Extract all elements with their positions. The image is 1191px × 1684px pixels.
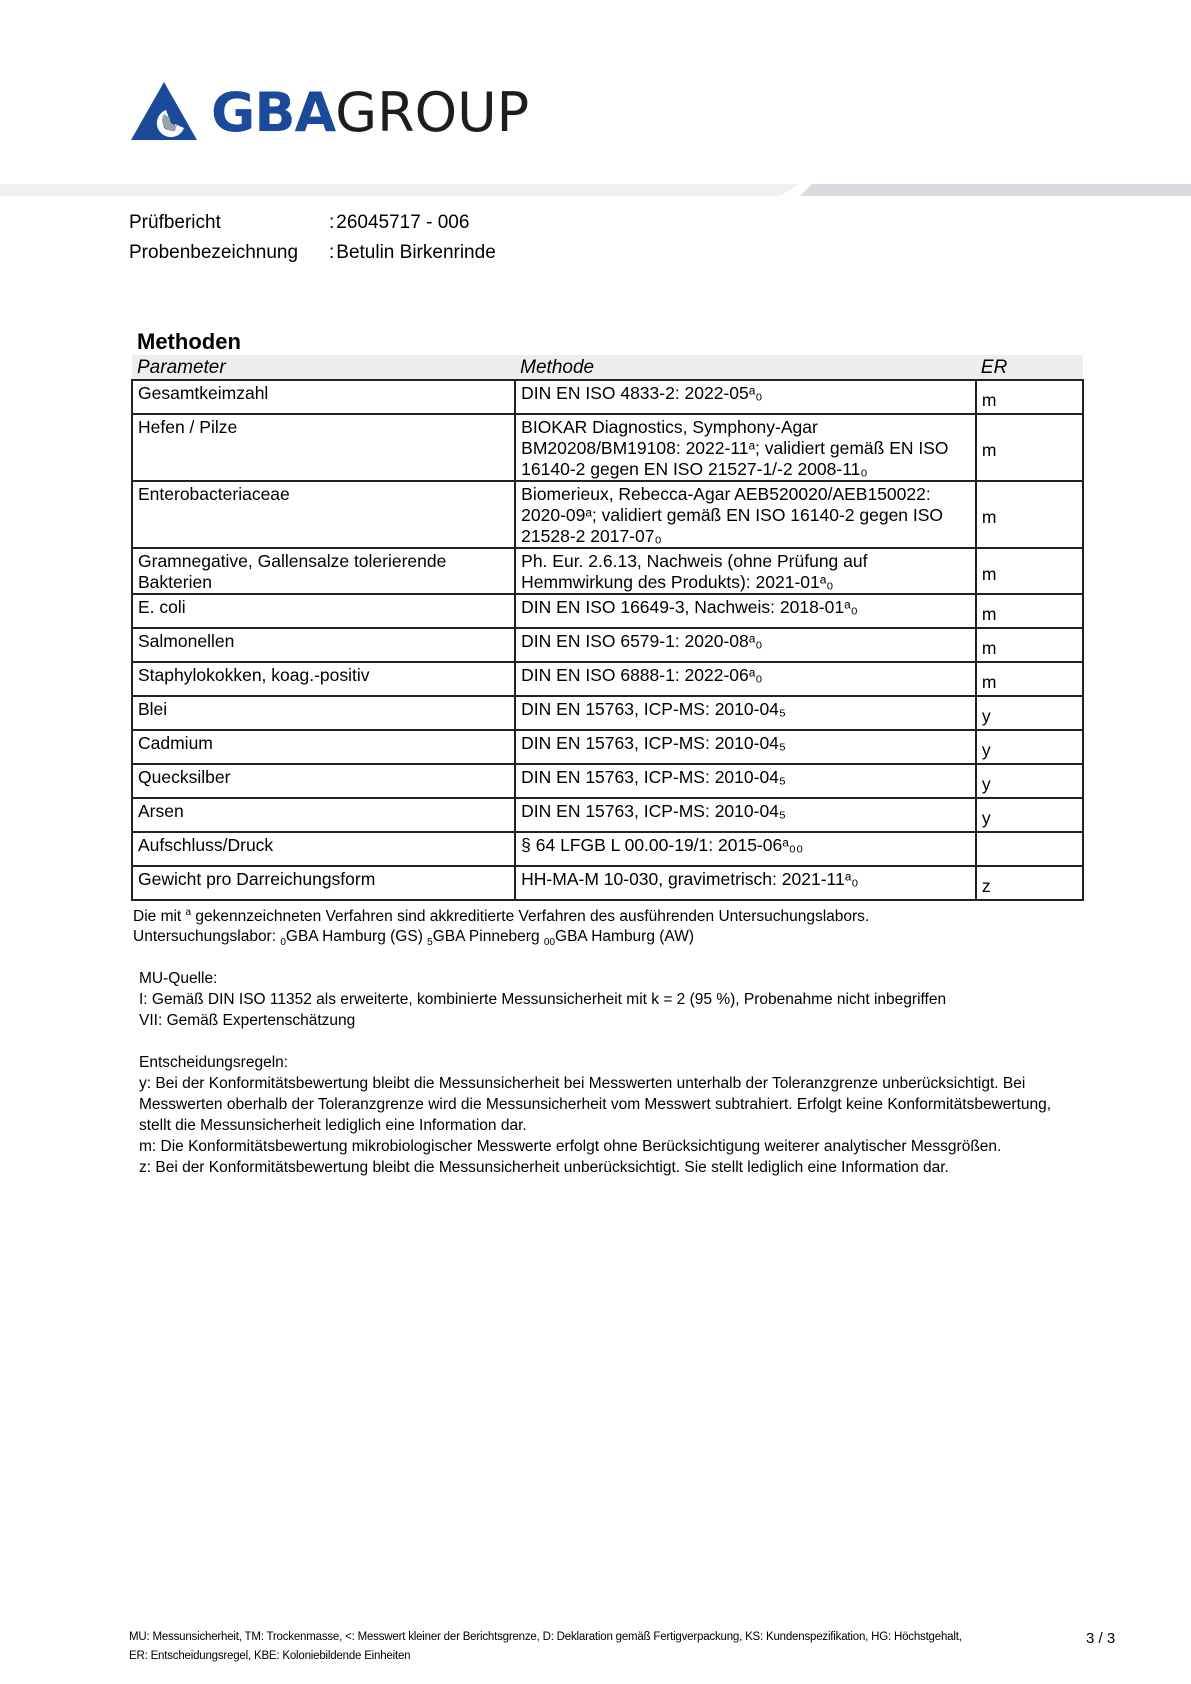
cell-er: m — [976, 594, 1083, 628]
cell-method: DIN EN 15763, ICP-MS: 2010-04₅ — [515, 696, 976, 730]
cell-er: m — [976, 380, 1083, 414]
table-row — [132, 696, 1083, 730]
cell-method: Biomerieux, Rebecca-Agar AEB520020/AEB150022: 2020-09ᵃ; validiert gemäß EN ISO 16140-2 gegen ISO 21528-2 2017-07₀ — [515, 481, 976, 548]
rules-title: Entscheidungsregeln: — [139, 1054, 289, 1071]
cell-method: § 64 LFGB L 00.00-19/1: 2015-06ᵃ₀₀ — [515, 832, 976, 866]
cell-er: m — [976, 548, 1083, 594]
cell-er: y — [976, 764, 1083, 798]
cell-er: m — [976, 414, 1083, 481]
cell-method: DIN EN ISO 16649-3, Nachweis: 2018-01ᵃ₀ — [515, 594, 976, 628]
report-meta: Prüfbericht : 26045717 - 006 Probenbezeichnung : Betulin Birkenrinde — [129, 208, 496, 268]
table-row — [132, 730, 1083, 764]
cell-parameter: Quecksilber — [132, 764, 515, 798]
mu-line-1: I: Gemäß DIN ISO 11352 als erweiterte, kombinierte Messunsicherheit mit k = 2 (95 %), Probenahme nicht inbegriffen — [139, 991, 947, 1008]
cell-method: DIN EN 15763, ICP-MS: 2010-04₅ — [515, 798, 976, 832]
cell-parameter: Staphylokokken, koag.-positiv — [132, 662, 515, 696]
cell-parameter: Hefen / Pilze — [132, 414, 515, 481]
cell-er: m — [976, 662, 1083, 696]
table-row — [132, 798, 1083, 832]
cell-parameter: Salmonellen — [132, 628, 515, 662]
report-number: 26045717 - 006 — [336, 212, 470, 233]
header-method: Methode — [515, 355, 976, 380]
decision-rules — [139, 1052, 1079, 1178]
footer-line-2: ER: Entscheidungsregel, KBE: Koloniebildende Einheiten — [129, 1650, 411, 1662]
page-number: 3 / 3 — [1086, 1630, 1116, 1647]
brand-wordmark — [211, 81, 530, 144]
mu-source — [139, 968, 946, 1031]
cell-method: DIN EN ISO 6579-1: 2020-08ᵃ₀ — [515, 628, 976, 662]
cell-parameter: Gramnegative, Gallensalze tolerierende Bakterien — [132, 548, 515, 594]
rule-m: m: Die Konformitätsbewertung mikrobiologischer Messwerte erfolgt ohne Berücksichtigung weiterer analytischer Messgrößen. — [139, 1138, 1002, 1155]
cell-method: BIOKAR Diagnostics, Symphony-Agar BM20208/BM19108: 2022-11ᵃ; validiert gemäß EN ISO 16140-2 gegen EN ISO 21527-1/-2 2008-11₀ — [515, 414, 976, 481]
sample-name: Betulin Birkenrinde — [336, 242, 496, 263]
labs-label: Untersuchungslabor: — [133, 928, 281, 946]
company-logo — [131, 76, 530, 144]
cell-parameter: Gewicht pro Darreichungsform — [132, 866, 515, 900]
report-label: Prüfbericht — [129, 212, 221, 233]
table-row — [132, 832, 1083, 866]
header-er: ER — [976, 355, 1083, 380]
cell-parameter: E. coli — [132, 594, 515, 628]
table-row — [132, 481, 1083, 548]
cell-method: DIN EN ISO 4833-2: 2022-05ᵃ₀ — [515, 380, 976, 414]
gba-logo-icon — [131, 82, 197, 140]
cell-method: HH-MA-M 10-030, gravimetrisch: 2021-11ᵃ₀ — [515, 866, 976, 900]
sample-label: Probenbezeichnung — [129, 242, 299, 263]
lab-2: GBA Pinneberg — [432, 928, 544, 946]
cell-parameter: Enterobacteriaceae — [132, 481, 515, 548]
rule-y: y: Bei der Konformitätsbewertung bleibt die Messunsicherheit bei Messwerten unterhalb der Toleranzgrenze unberücksichtigt. Bei Messwerten oberhalb der Toleranzgrenze wird die Messunsicherheit vom Messwert subtrahiert. Erfolgt keine Konformitätsbewertung, stellt die Messunsicherheit lediglich eine Information dar. — [139, 1075, 1052, 1134]
table-row — [132, 662, 1083, 696]
brand-light: GROUP — [335, 81, 530, 144]
accreditation-notes: Die mit $^a$ gekennzeichneten Verfahren sind akkreditierte Verfahren des ausführenden Untersuchungslabors. Untersuchungslabor: $_0$GBA Hamburg (GS) $_5$GBA Pinneberg $_{00}$GBA Hamburg (AW) — [133, 907, 870, 949]
table-row — [132, 548, 1083, 594]
table-header — [132, 355, 1083, 380]
cell-er: z — [976, 866, 1083, 900]
lab-1: GBA Hamburg (GS) — [285, 928, 428, 946]
table-row — [132, 764, 1083, 798]
table-row — [132, 380, 1083, 414]
table-row — [132, 594, 1083, 628]
cell-er: m — [976, 481, 1083, 548]
header-parameter: Parameter — [132, 355, 515, 380]
cell-method: Ph. Eur. 2.6.13, Nachweis (ohne Prüfung auf Hemmwirkung des Produkts): 2021-01ᵃ₀ — [515, 548, 976, 594]
methods-title: Methoden — [137, 329, 241, 354]
cell-parameter: Blei — [132, 696, 515, 730]
cell-er — [976, 832, 1083, 866]
cell-parameter: Aufschluss/Druck — [132, 832, 515, 866]
methods-table — [131, 355, 1084, 901]
mu-line-2: VII: Gemäß Expertenschätzung — [139, 1012, 356, 1029]
cell-er: y — [976, 696, 1083, 730]
cell-er: m — [976, 628, 1083, 662]
mu-title: MU-Quelle: — [139, 970, 218, 987]
table-row — [132, 628, 1083, 662]
cell-er: y — [976, 798, 1083, 832]
cell-er: y — [976, 730, 1083, 764]
cell-method: DIN EN ISO 6888-1: 2022-06ᵃ₀ — [515, 662, 976, 696]
footer-line-1: MU: Messunsicherheit, TM: Trockenmasse, <: Messwert kleiner der Berichtsgrenze, D: Deklaration gemäß Fertigverpackung, KS: Kundenspezifikation, HG: Höchstgehalt, — [129, 1631, 962, 1643]
header-band — [0, 184, 1191, 196]
rule-z: z: Bei der Konformitätsbewertung bleibt die Messunsicherheit unberücksichtigt. Sie stellt lediglich eine Information dar. — [139, 1159, 949, 1176]
cell-method: DIN EN 15763, ICP-MS: 2010-04₅ — [515, 730, 976, 764]
table-row — [132, 866, 1083, 900]
cell-parameter: Arsen — [132, 798, 515, 832]
cell-parameter: Gesamtkeimzahl — [132, 380, 515, 414]
lab-3: GBA Hamburg (AW) — [555, 928, 694, 946]
cell-parameter: Cadmium — [132, 730, 515, 764]
cell-method: DIN EN 15763, ICP-MS: 2010-04₅ — [515, 764, 976, 798]
table-row — [132, 414, 1083, 481]
footer-legend — [129, 1628, 989, 1666]
brand-bold: GBA — [211, 81, 336, 144]
